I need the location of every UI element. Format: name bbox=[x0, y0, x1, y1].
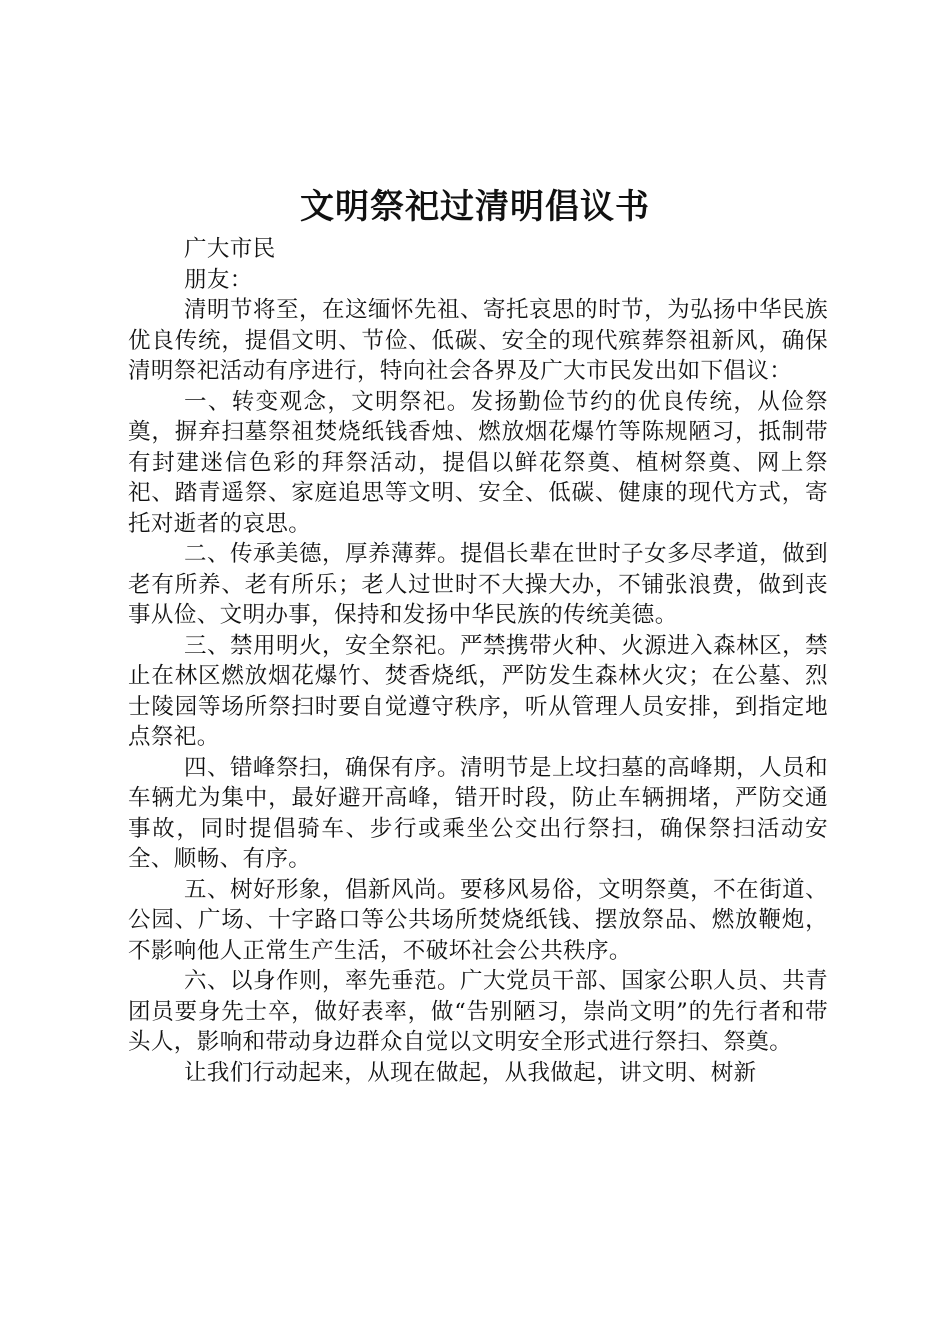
proposal-5-paragraph: 五、树好形象，倡新风尚。要移风易俗，文明祭奠，不在街道、公园、广场、十字路口等公共场所焚烧纸钱、摆放祭品、燃放鞭炮，不影响他人正常生产生活，不破坏社会公共秩序。 bbox=[128, 876, 828, 964]
document-title: 文明祭祀过清明倡议书 bbox=[300, 187, 650, 227]
salutation-line-1: 广大市民 bbox=[184, 236, 276, 262]
salutation-line-2: 朋友： bbox=[184, 266, 253, 293]
proposal-6-paragraph: 六、以身作则，率先垂范。广大党员干部、国家公职人员、共青团员要身先士卒，做好表率，做“告别陋习，崇尚文明”的先行者和带头人，影响和带动身边群众自觉以文明安全形式进行祭扫、祭奠。 bbox=[128, 968, 828, 1055]
closing-paragraph: 让我们行动起来，从现在做起，从我做起，讲文明、树新 bbox=[184, 1059, 757, 1086]
document-body bbox=[128, 234, 828, 1088]
intro-paragraph: 清明节将至，在这缅怀先祖、寄托哀思的时节，为弘扬中华民族优良传统，提倡文明、节俭、低碳、安全的现代殡葬祭祖新风，确保清明祭祀活动有序进行，特向社会各界及广大市民发出如下倡议： bbox=[128, 297, 828, 384]
proposal-2-paragraph: 二、传承美德，厚养薄葬。提倡长辈在世时子女多尽孝道，做到老有所养、老有所乐；老人过世时不大操大办，不铺张浪费，做到丧事从俭、文明办事，保持和发扬中华民族的传统美德。 bbox=[128, 541, 828, 628]
proposal-1-paragraph: 一、转变观念，文明祭祀。发扬勤俭节约的优良传统，从俭祭奠，摒弃扫墓祭祖焚烧纸钱香烛、燃放烟花爆竹等陈规陋习，抵制带有封建迷信色彩的拜祭活动，提倡以鲜花祭奠、植树祭奠、网上祭祀、踏青遥祭、家庭追思等文明、安全、低碳、健康的现代方式，寄托对逝者的哀思。 bbox=[128, 388, 828, 537]
proposal-3-paragraph: 三、禁用明火，安全祭祀。严禁携带火种、火源进入森林区，禁止在林区燃放烟花爆竹、焚香烧纸，严防发生森林火灾；在公墓、烈士陵园等场所祭扫时要自觉遵守秩序，听从管理人员安排，到指定地点祭祀。 bbox=[128, 632, 828, 750]
proposal-4-paragraph: 四、错峰祭扫，确保有序。清明节是上坟扫墓的高峰期，人员和车辆尤为集中，最好避开高峰，错开时段，防止车辆拥堵，严防交通事故，同时提倡骑车、步行或乘坐公交出行祭扫，确保祭扫活动安全、顺畅、有序。 bbox=[128, 754, 828, 872]
